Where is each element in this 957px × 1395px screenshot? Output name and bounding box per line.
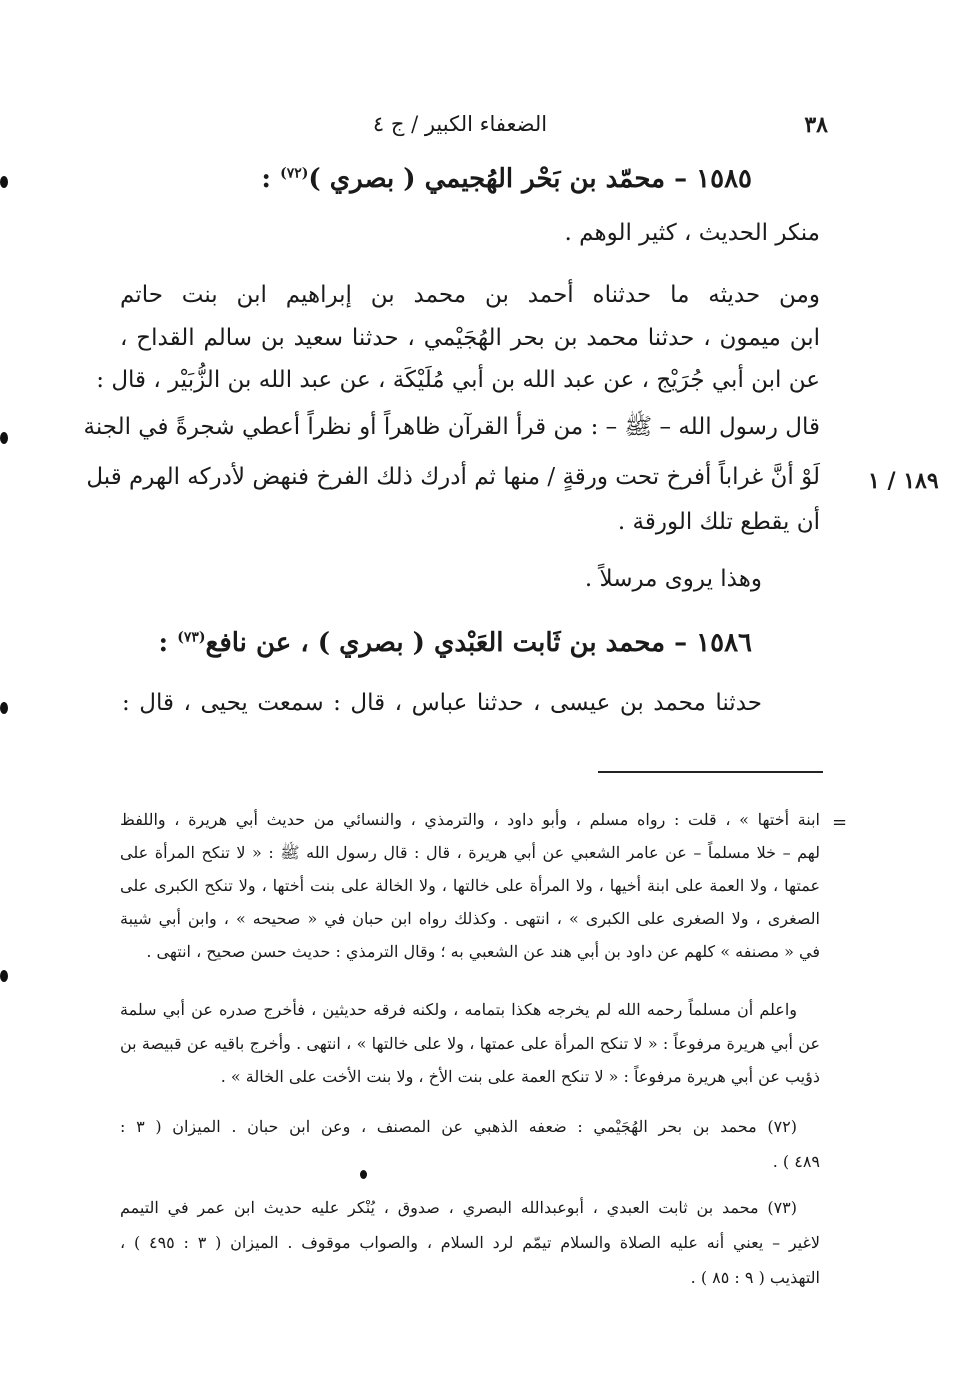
footnote-line: عن أبي هريرة مرفوعاً : « لا تنكح المرأة على عمتها ، ولا على خالتها » ، انتهى . وأخرج باقيه عن قبيصة بن xyxy=(120,1034,820,1053)
body-line: قال رسول الله – ﷺ – : من قرأ القرآن ظاهراً أو نظراً أعطي شجرةً في الجنة xyxy=(83,414,820,440)
footnote-separator xyxy=(598,771,823,773)
running-header: الضعفاء الكبير / ج ٤ xyxy=(372,112,548,136)
scan-mark xyxy=(0,432,8,444)
footnote-line: الصغرى ، ولا الصغرى على الكبرى » ، انتهى . وكذلك رواه ابن حبان في « صحيحه » ، وابن أبي شيبة xyxy=(120,909,820,928)
footnote-73: (٧٣) محمد بن ثابت العبدي ، أبوعبدالله البصري ، صدوق ، يُنْكر عليه حديث ابن عمر في التيمم xyxy=(120,1198,797,1217)
footnote-continuation-mark: = xyxy=(832,812,848,833)
body-line: أن يقطع تلك الورقة . xyxy=(617,509,820,535)
footnote-ref-73: (٧٣) xyxy=(177,629,206,646)
margin-page-reference: ١٨٩ / ١ xyxy=(868,468,939,494)
entry-heading-1586 xyxy=(159,628,752,658)
scan-mark xyxy=(0,702,8,714)
footnote-73-cont: لاغير – يعني أنه عليه الصلاة والسلام تيمّم لرد السلام ، والصواب موقوف . الميزان ( ٣ : ٤٩٥ ) ، xyxy=(120,1233,821,1252)
body-line: لَوْ أنَّ غراباً أفرخ تحت ورقةٍ / منها ثم أدرك ذلك الفرخ فنهض لأدركه الهرم قبل xyxy=(86,464,820,490)
footnote-line: ابنة أختها » ، قلت : رواه مسلم ، وأبو داود ، والترمذي ، والنسائي من حديث أبي هريرة ، واللفظ xyxy=(120,810,820,829)
entry-verdict: منكر الحديث ، كثير الوهم . xyxy=(564,220,820,246)
heading-colon: : xyxy=(158,628,169,658)
footnote-ref-72: (٧٢) xyxy=(280,165,309,182)
footnote-line: ذؤيب عن أبي هريرة مرفوعاً : « لا تنكح العمة على بنت الأخ ، ولا بنت الأخت على الخالة » . xyxy=(220,1067,820,1086)
page-number: ٣٨ xyxy=(804,112,828,138)
footnote-line: في « مصنفه » كلهم عن داود بن أبي هند عن الشعبي به ؛ وقال الترمذي : حديث حسن صحيح ، انتهى . xyxy=(146,942,820,961)
scan-mark xyxy=(0,176,8,188)
body-line: ابن ميمون ، حدثنا محمد بن بحر الهُجَيْمي ، حدثنا سعيد بن سالم القداح ، xyxy=(120,325,820,351)
heading-colon: : xyxy=(261,164,272,194)
footnote-72-cont: ٤٨٩ ) . xyxy=(772,1152,820,1171)
scan-mark xyxy=(360,1170,367,1179)
footnote-line: لهم – خلا مسلماً – عن عامر الشعبي عن أبي هريرة ، قال : قال رسول الله ﷺ : « لا تنكح المرأة على xyxy=(120,843,820,862)
body-line: ومن حديثه ما حدثناه أحمد بن محمد بن إبراهيم ابن بنت حاتم xyxy=(120,282,820,308)
scan-mark xyxy=(0,970,8,982)
entry-heading-text: ١٥٨٦ – محمد بن ثَابت العَبْدي ( بصري ) ، عن نافع xyxy=(205,628,752,658)
body-line: حدثنا محمد بن عيسى ، حدثنا عباس ، قال : سمعت يحيى ، قال : xyxy=(122,690,762,716)
footnote-line: واعلم أن مسلماً رحمه الله لم يخرجه هكذا بتمامه ، ولكنه فرقه حديثين ، فأخرج صدره عن أبي سلمة xyxy=(120,1000,797,1019)
footnote-73-cont: التهذيب ( ٩ : ٨٥ ) . xyxy=(690,1268,820,1287)
entry-heading-text: ١٥٨٥ – محمّد بن بَحْر الهُجيمي ( بصري ) xyxy=(308,164,752,194)
footnote-line: عمتها ، ولا العمة على ابنة أخيها ، ولا المرأة على خالتها ، ولا الخالة على بنت أختها ، ولا تنكح الكبرى على xyxy=(120,876,820,895)
footnote-72: (٧٢) محمد بن بحر الهُجَيْمي : ضعفه الذهبي عن المصنف ، وعن ابن حبان . الميزان ( ٣ : xyxy=(120,1117,797,1136)
entry-heading-1585 xyxy=(261,164,752,194)
body-line: عن ابن أبي جُرَيْج ، عن عبد الله بن أبي مُلَيْكَة ، عن عبد الله بن الزُّبَيْر ، قال : xyxy=(96,367,820,393)
entry-closing: وهذا يروى مرسلاً . xyxy=(584,566,762,592)
